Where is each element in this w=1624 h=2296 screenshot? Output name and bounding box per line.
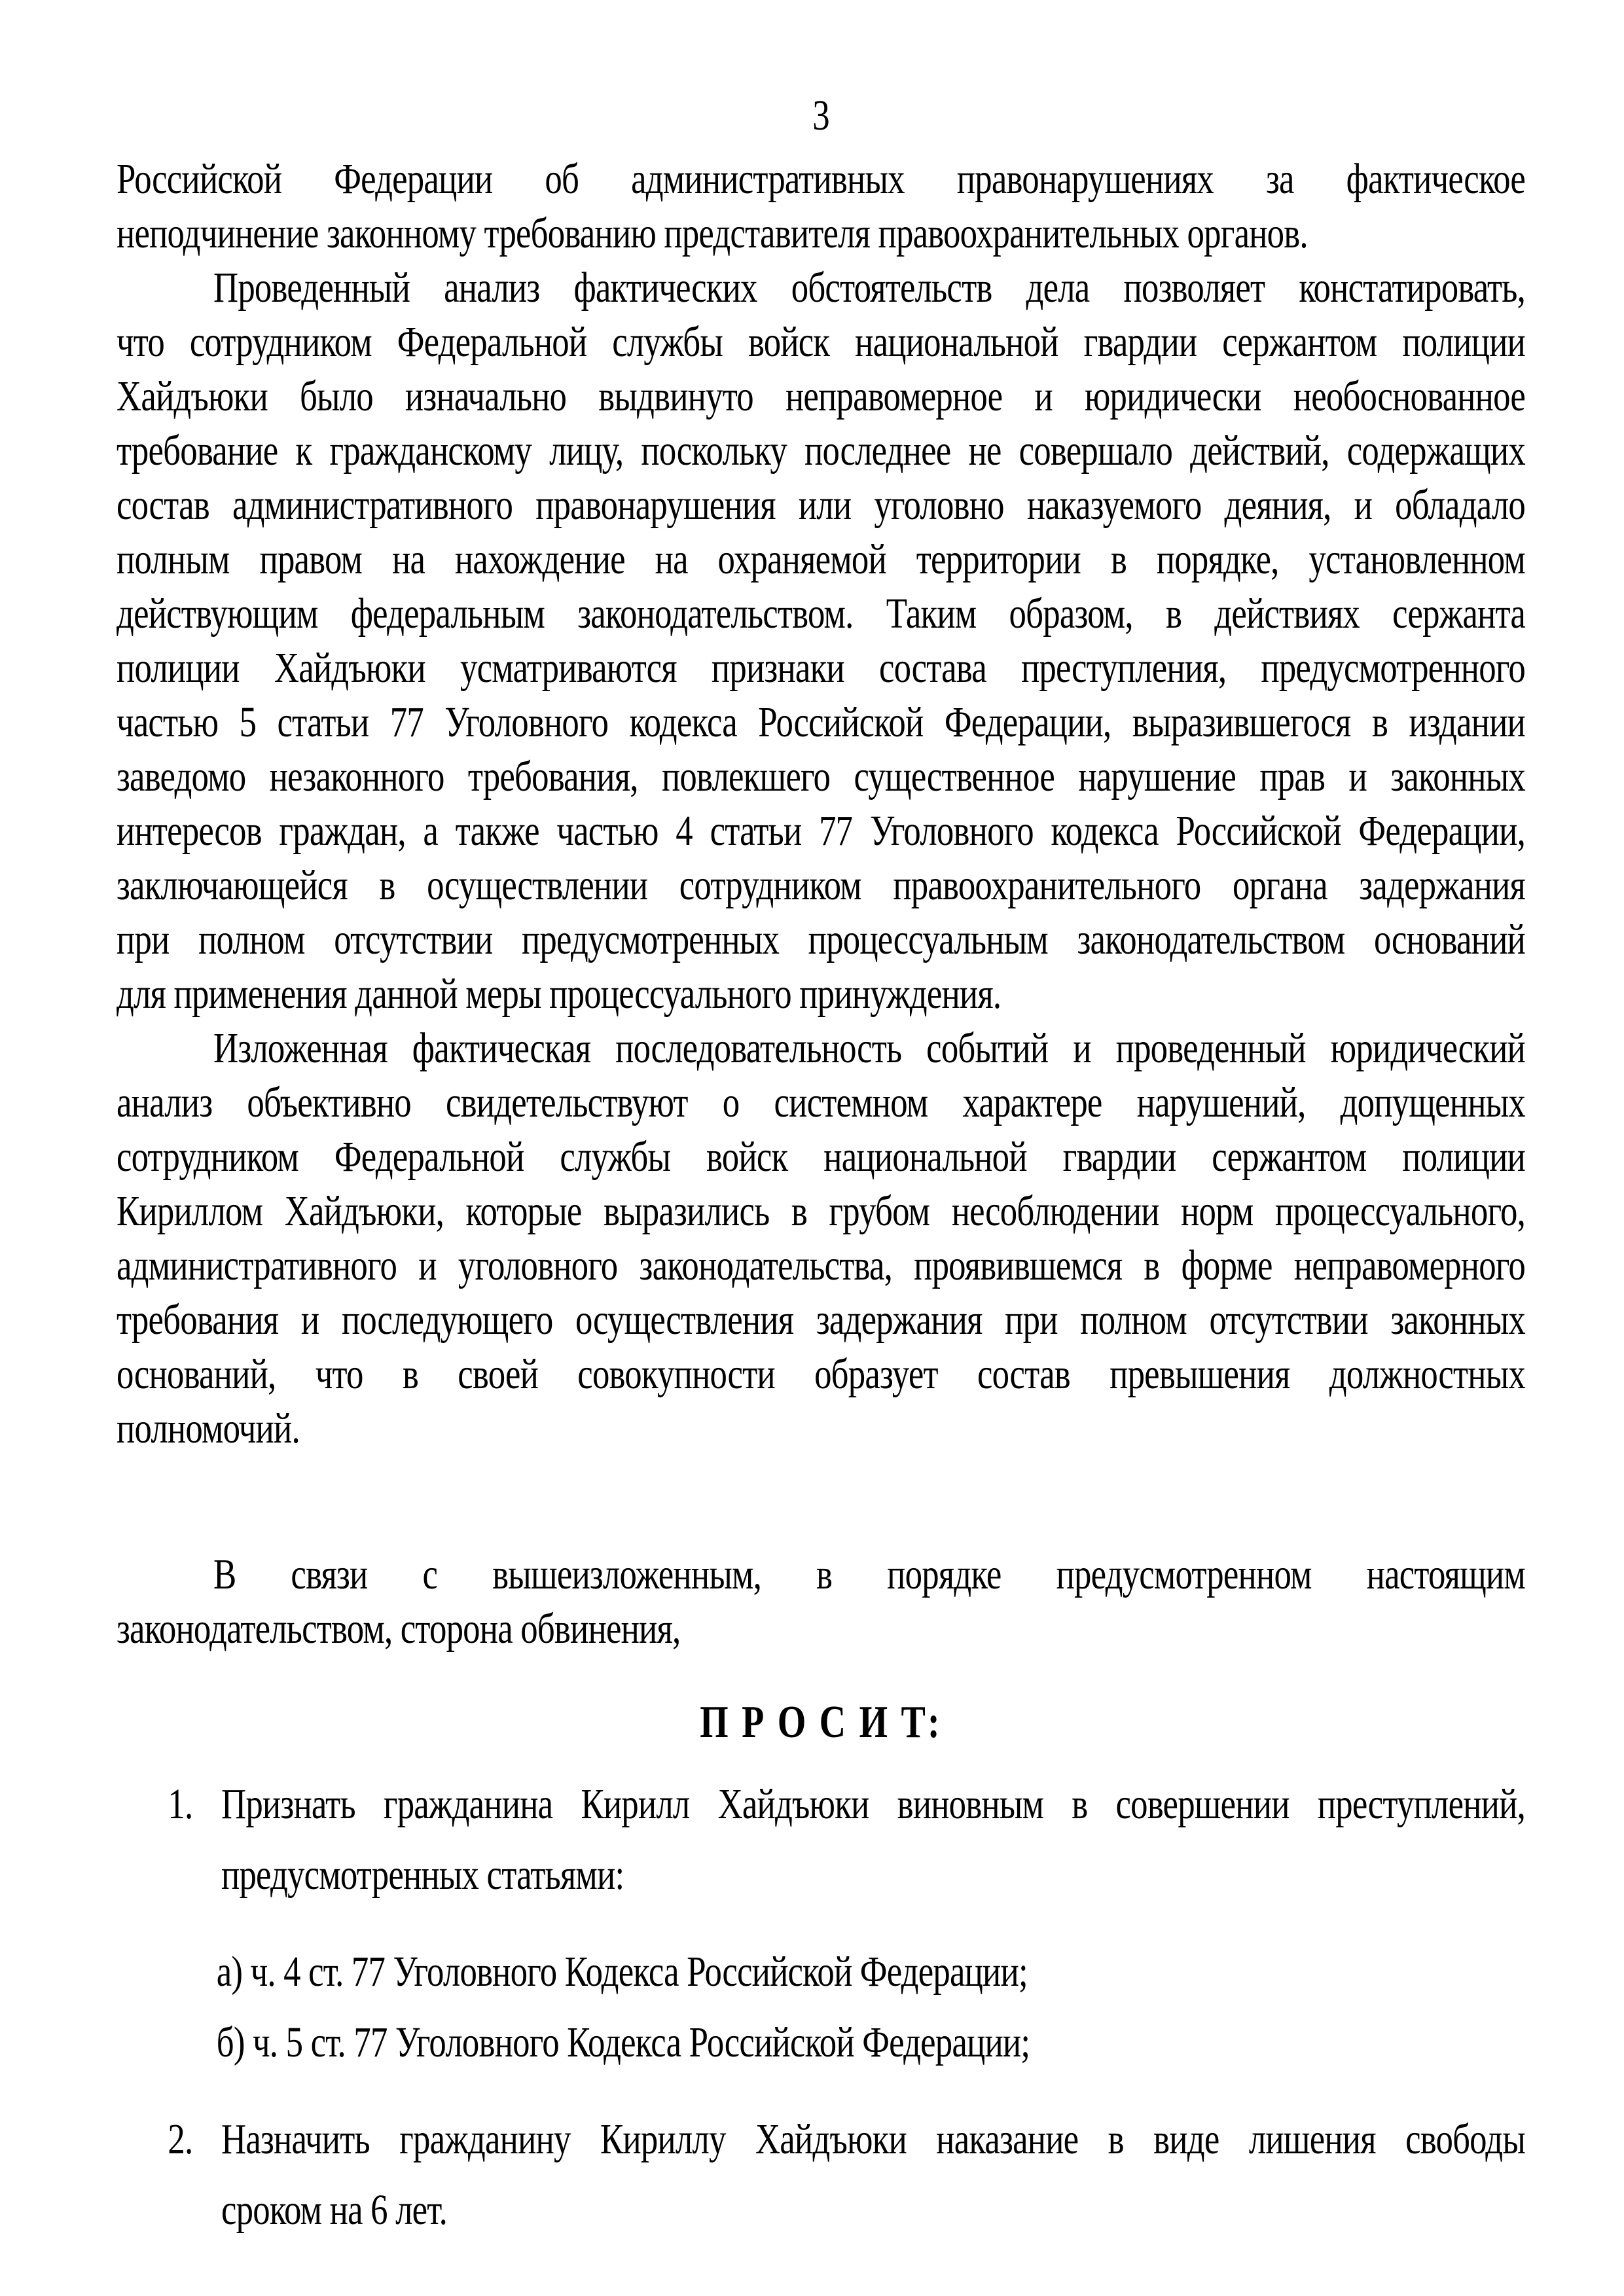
text-line: заключающейся в осуществлении сотрудником правоохранительного органа задержания: [117, 861, 1525, 909]
item-body: [221, 1769, 1525, 1910]
body-paragraphs: [117, 152, 1525, 1656]
page-content: [117, 88, 1525, 2246]
sub-item: а) ч. 4 ст. 77 Уголовного Кодекса Российской Федерации;: [216, 1948, 1028, 1996]
text-line: административного и уголовного законодательства, проявившемся в форме неправомерного: [117, 1242, 1525, 1289]
request-item: [117, 1769, 1525, 1910]
sub-item: б) ч. 5 ст. 77 Уголовного Кодекса Российской Федерации;: [216, 2018, 1030, 2066]
paragraph: [117, 1547, 1525, 1656]
text-line: Назначить гражданину Кириллу Хайдъюки наказание в виде лишения свободы: [221, 2115, 1525, 2163]
text-line: Изложенная фактическая последовательность событий и проведенный юридический: [213, 1024, 1525, 1072]
text-line: полным правом на нахождение на охраняемой территории в порядке, установленном: [117, 535, 1525, 583]
text-line: что сотрудником Федеральной службы войск национальной гвардии сержантом полиции: [117, 318, 1525, 366]
prosit-heading: П Р О С И Т:: [700, 1697, 942, 1748]
text-line: сотрудником Федеральной службы войск национальной гвардии сержантом полиции: [117, 1133, 1525, 1181]
page-number: 3: [812, 92, 829, 139]
text-line: требование к гражданскому лицу, поскольку последнее не совершало действий, содержащих: [117, 427, 1525, 475]
text-line: состав административного правонарушения или уголовно наказуемого деяния, и обладало: [117, 481, 1525, 529]
text-line: законодательством, сторона обвинения,: [117, 1605, 681, 1653]
text-line: Кириллом Хайдъюки, которые выразились в грубом несоблюдении норм процессуального,: [117, 1187, 1525, 1235]
text-line: сроком на 6 лет.: [221, 2186, 447, 2234]
item-number: 2.: [168, 2115, 193, 2163]
paragraph: [117, 1021, 1525, 1456]
text-line: Хайдъюки было изначально выдвинуто неправомерное и юридически необоснованное: [117, 372, 1525, 420]
text-line: предусмотренных статьями:: [221, 1851, 624, 1899]
text-line: заведомо незаконного требования, повлекшего существенное нарушение прав и законных: [117, 753, 1525, 800]
text-line: интересов граждан, а также частью 4 статьи 77 Уголовного кодекса Российской Федерации,: [117, 807, 1525, 855]
paragraph: [117, 152, 1525, 260]
text-line: оснований, что в своей совокупности образует состав превышения должностных: [117, 1350, 1525, 1398]
text-line: для применения данной меры процессуального принуждения.: [117, 970, 1001, 1018]
text-line: Российской Федерации об административных правонарушениях за фактическое: [117, 155, 1525, 203]
text-line: при полном отсутствии предусмотренных процессуальным законодательством оснований: [117, 916, 1525, 963]
item-number: 1.: [168, 1780, 193, 1828]
item-body: [221, 2104, 1525, 2246]
text-line: требования и последующего осуществления задержания при полном отсутствии законных: [117, 1296, 1525, 1344]
text-line: частью 5 статьи 77 Уголовного кодекса Российской Федерации, выразившегося в издании: [117, 698, 1525, 746]
text-line: Признать гражданина Кирилл Хайдъюки виновным в совершении преступлений,: [221, 1780, 1525, 1828]
text-block: [117, 88, 1525, 2246]
text-line: действующим федеральным законодательством. Таким образом, в действиях сержанта: [117, 590, 1525, 637]
text-line: анализ объективно свидетельствуют о системном характере нарушений, допущенных: [117, 1079, 1525, 1126]
text-line: полномочий.: [117, 1405, 300, 1452]
text-line: полиции Хайдъюки усматриваются признаки состава преступления, предусмотренного: [117, 644, 1525, 692]
text-line: В связи с вышеизложенным, в порядке предусмотренном настоящим: [213, 1551, 1525, 1598]
request-item: [117, 2104, 1525, 2246]
text-line: неподчинение законному требованию представителя правоохранительных органов.: [117, 209, 1308, 257]
request-list: [117, 1769, 1525, 2246]
text-line: Проведенный анализ фактических обстоятельств дела позволяет констатировать,: [213, 264, 1525, 312]
paragraph: [117, 260, 1525, 1021]
sub-item-list: [117, 1937, 1525, 2078]
